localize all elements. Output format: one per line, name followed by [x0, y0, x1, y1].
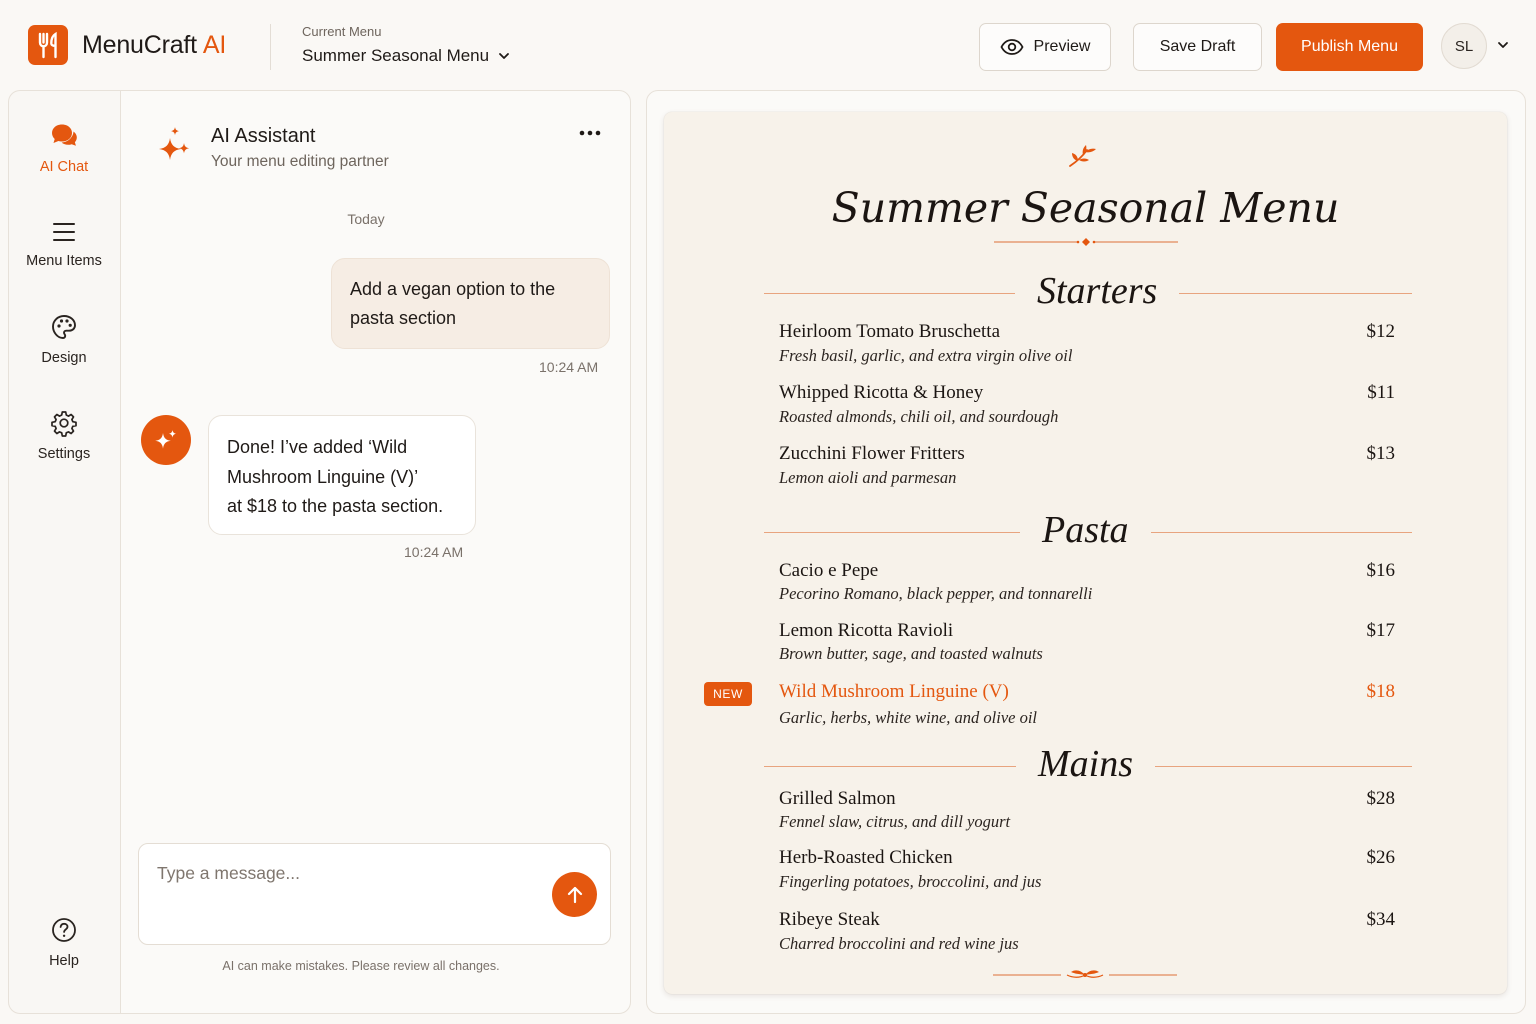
user-message — [331, 258, 610, 349]
item-description: Charred broccolini and red wine jus — [779, 934, 1019, 953]
item-price: $34 — [1366, 909, 1395, 930]
message-line: Add a vegan option to the — [350, 279, 556, 299]
publish-menu-button[interactable]: Publish Menu — [1276, 23, 1423, 71]
nav-item-menu-items[interactable] — [9, 220, 119, 270]
title-divider-ornament — [994, 237, 1178, 247]
ai-disclaimer: AI can make mistakes. Please review all changes. — [222, 959, 500, 973]
nav-label: Settings — [37, 446, 91, 462]
menu-preview-page — [664, 112, 1507, 994]
item-description: Fresh basil, garlic, and extra virgin olive oil — [779, 346, 1073, 365]
brand-name: MenuCraft AI — [82, 31, 227, 59]
chat-subtitle: Your menu editing partner — [211, 153, 389, 170]
item-price: $26 — [1366, 847, 1395, 868]
palette-icon — [9, 313, 119, 341]
section-title-mains: Mains — [1016, 742, 1155, 786]
message-timestamp: 10:24 AM — [539, 359, 599, 375]
section-title-starters: Starters — [1015, 269, 1179, 313]
nav-item-settings[interactable] — [9, 409, 119, 463]
preview-label: Preview — [1033, 38, 1091, 55]
nav-rail — [8, 90, 120, 1014]
item-price: $17 — [1366, 620, 1395, 641]
item-description: Fennel slaw, citrus, and dill yogurt — [779, 812, 1011, 831]
assistant-avatar-sparkle-icon — [141, 415, 191, 465]
nav-item-design[interactable] — [9, 313, 119, 367]
item-price: $28 — [1366, 788, 1395, 809]
gear-icon — [9, 409, 119, 437]
message-line: Mushroom Linguine (V)’ — [227, 466, 419, 487]
user-avatar[interactable]: SL — [1441, 23, 1487, 69]
item-name: Lemon Ricotta Ravioli — [779, 620, 954, 641]
item-name: Herb-Roasted Chicken — [779, 847, 953, 868]
item-name: Grilled Salmon — [779, 788, 896, 809]
assistant-message — [208, 415, 476, 535]
save-draft-button[interactable]: Save Draft — [1133, 23, 1262, 71]
item-name: Heirloom Tomato Bruschetta — [779, 321, 1000, 342]
item-name: Wild Mushroom Linguine (V) — [779, 681, 1009, 702]
menu-title: Summer Seasonal Menu — [831, 184, 1340, 232]
nav-item-ai-chat[interactable] — [9, 122, 119, 176]
item-name: Ribeye Steak — [779, 909, 880, 930]
list-icon — [9, 220, 119, 244]
item-description: Fingerling potatoes, broccolini, and jus — [779, 872, 1042, 891]
send-button[interactable] — [552, 872, 597, 917]
item-price: $13 — [1366, 443, 1395, 464]
date-divider: Today — [347, 211, 385, 227]
message-composer — [138, 843, 611, 945]
current-menu-label: Current Menu — [302, 24, 382, 39]
message-input[interactable] — [157, 860, 537, 886]
item-description: Lemon aioli and parmesan — [779, 468, 957, 487]
item-price: $12 — [1366, 321, 1395, 342]
message-line: Done! I’ve added ‘Wild — [227, 437, 408, 457]
item-description: Pecorino Romano, black pepper, and tonnarelli — [779, 584, 1093, 603]
account-chevron-down-icon[interactable] — [1496, 38, 1510, 52]
leaf-ornament-icon — [1064, 138, 1106, 168]
new-badge: NEW — [704, 682, 752, 706]
nav-label: Menu Items — [26, 253, 102, 269]
footer-flourish-ornament — [993, 967, 1177, 983]
preview-button[interactable] — [979, 23, 1111, 71]
nav-label: Help — [49, 953, 79, 969]
item-name: Whipped Ricotta & Honey — [779, 382, 984, 403]
nav-label: AI Chat — [39, 159, 89, 175]
item-price: $18 — [1366, 681, 1395, 702]
more-options-icon[interactable] — [579, 129, 601, 137]
item-description: Brown butter, sage, and toasted walnuts — [779, 644, 1043, 663]
nav-label: Design — [41, 350, 87, 366]
item-price: $11 — [1367, 382, 1395, 403]
nav-item-help[interactable] — [9, 916, 119, 970]
item-name: Cacio e Pepe — [779, 560, 879, 581]
eye-icon — [1000, 38, 1024, 56]
message-line: pasta section — [350, 308, 457, 328]
item-name: Zucchini Flower Fritters — [779, 443, 965, 464]
logo-fork-knife-icon — [28, 25, 68, 65]
item-description: Garlic, herbs, white wine, and olive oil — [779, 708, 1038, 727]
message-timestamp: 10:24 AM — [404, 544, 464, 560]
arrow-up-icon — [564, 884, 586, 906]
chat-title: AI Assistant — [211, 125, 316, 147]
sparkle-icon — [153, 126, 195, 170]
message-line: at $18 to the pasta section. — [227, 496, 444, 516]
top-header — [0, 0, 1536, 92]
chat-bubbles-icon — [9, 122, 119, 150]
chevron-down-icon — [497, 49, 511, 63]
header-divider — [270, 24, 271, 70]
help-icon — [9, 916, 119, 944]
section-title-pasta: Pasta — [1020, 508, 1151, 552]
item-price: $16 — [1366, 560, 1395, 581]
item-description: Roasted almonds, chili oil, and sourdough — [779, 407, 1059, 426]
current-menu-selector[interactable] — [302, 46, 511, 66]
chat-panel — [120, 90, 631, 1014]
current-menu-value: Summer Seasonal Menu — [302, 46, 490, 65]
